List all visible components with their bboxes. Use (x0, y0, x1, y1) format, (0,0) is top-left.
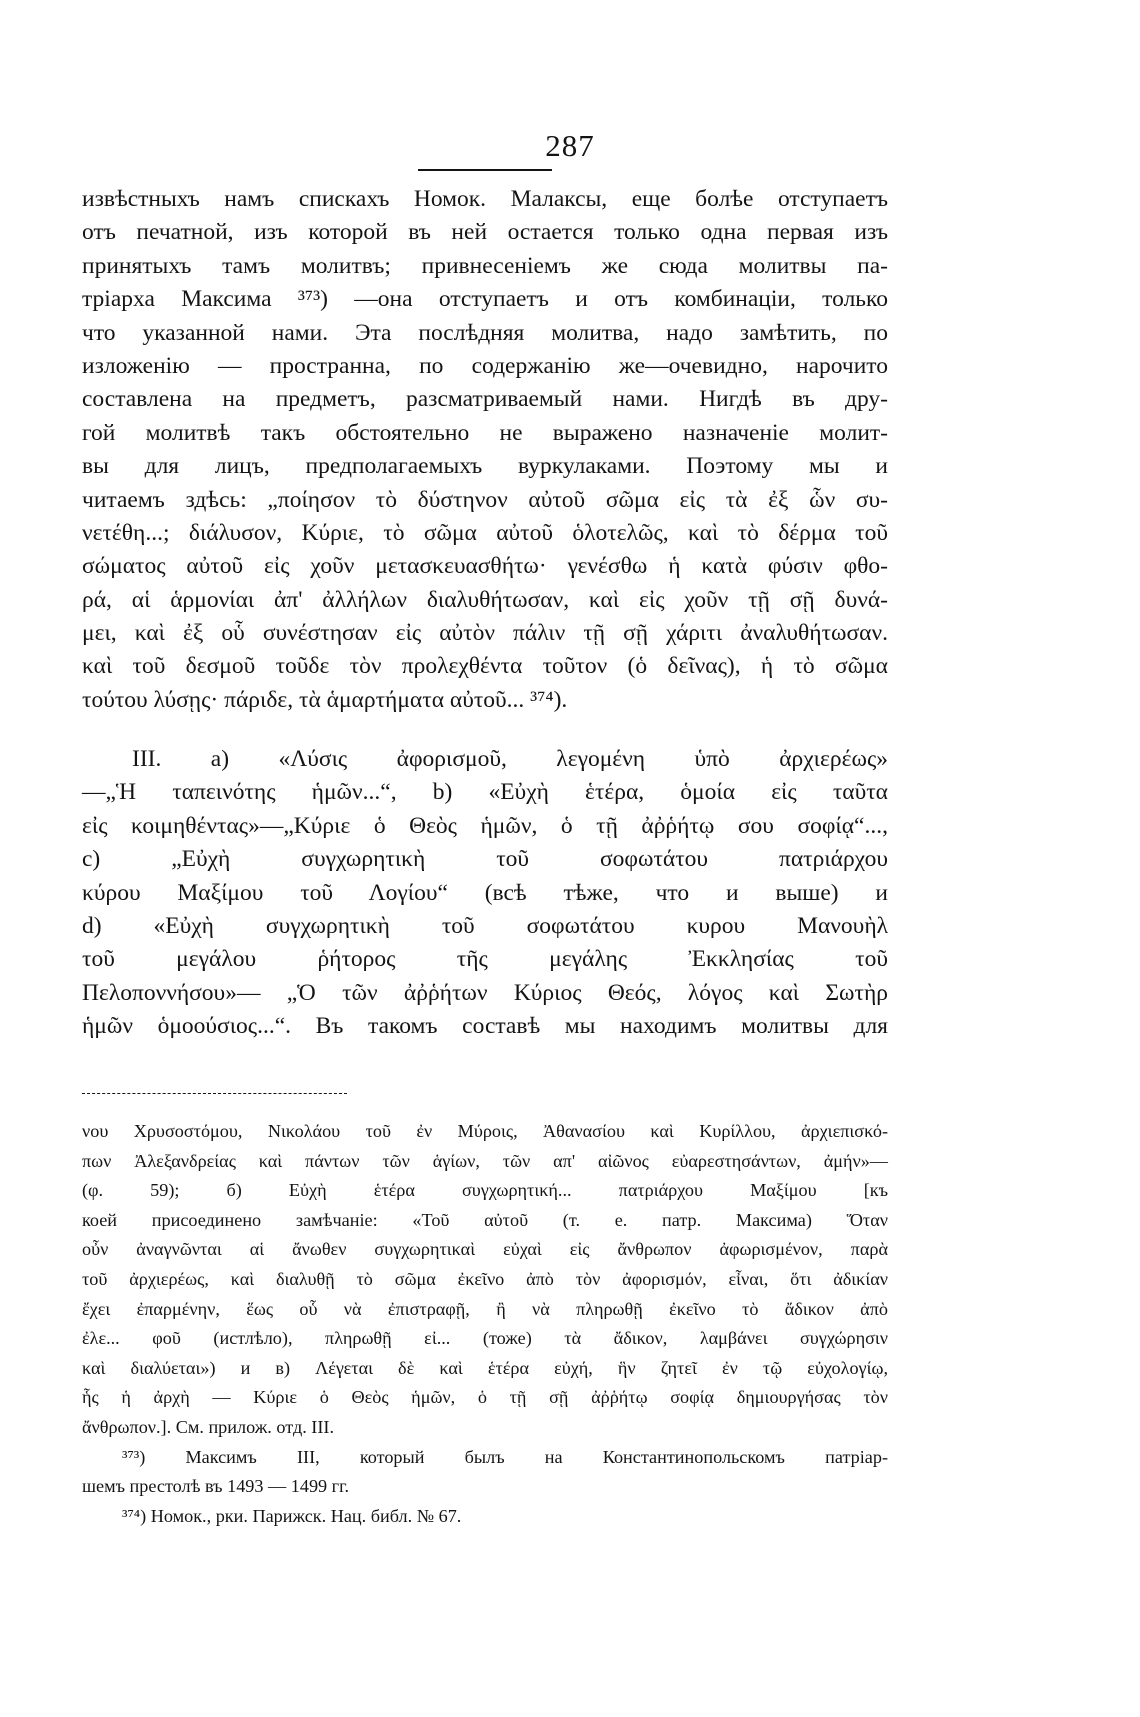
main-paragraph (82, 183, 888, 717)
text-line: τούτου λύσῃς· πάριδε, τὰ ἁμαρτήματα αὐτοῦ... ³⁷⁴). (82, 686, 568, 713)
text-line: читаемъ здѣсь: „ποίησον τὸ δύστηνον αὐτοῦ σῶμα εἰς τὰ ἐξ ὧν συ- (82, 486, 888, 513)
footnote-line: ἐλε... φοῦ (истлѣло), πληρωθῇ εἰ... (тоже) τὰ ἄδικον, λαμβάνει συγχώρησιν (82, 1328, 888, 1349)
footnote-line: коей присоединено замѣчаніе: «Τοῦ αὐτοῦ (т. е. патр. Максима) Ὅταν (82, 1209, 888, 1230)
text-line: отъ печатной, изъ которой въ ней остается только одна первая изъ (82, 219, 888, 246)
text-line: принятыхъ тамъ молитвъ; привнесеніемъ же сюда молитвы па- (82, 252, 888, 279)
text-line: κύρου Μαξίμου τοῦ Λογίου“ (всѣ тѣже, что и выше) и (82, 879, 888, 906)
section-iii-heading-line: III. a) «Λύσις ἀφορισμοῦ, λεγομένη ὑπὸ ἀρχιερέως» (132, 746, 888, 772)
text-line: εἰς κοιμηθέντας»—„Κύριε ὁ Θεὸς ἡμῶν, ὁ τῇ ἀῤῥήτῳ σου σοφίᾳ“..., (82, 812, 888, 839)
text-line: Πελοποννήσου»— „Ὁ τῶν ἀῤῥήτων Κύριος Θεός, λόγος καὶ Σωτὴρ (82, 979, 888, 1006)
text-line: что указанной нами. Эта послѣдняя молитва, надо замѣтить, по (82, 319, 888, 346)
text-line: ρά, αἱ ἁρμονίαι ἀπ' ἀλλήλων διαλυθήτωσαν, καὶ εἰς χοῦν τῇ σῇ δυνά- (82, 586, 888, 613)
footnotes (82, 1117, 888, 1531)
text-line: τοῦ μεγάλου ῥήτορος τῆς μεγάλης Ἐκκλησίας τοῦ (82, 946, 888, 973)
footnote-line: οὖν ἀναγνῶνται αἱ ἄνωθεν συγχωρητικαὶ εὐχαὶ εἰς ἄνθρωπον ἀφωρισμένον, παρὰ (82, 1239, 888, 1260)
text-line: σώματος αὐτοῦ εἰς χοῦν μετασκευασθήτω· γενέσθω ἡ κατὰ φύσιν φθο- (82, 553, 888, 580)
page-number: 287 (545, 128, 595, 163)
section-iii-paragraph (82, 743, 888, 1044)
text-line: —„Ἡ ταπεινότης ἡμῶν...“, b) «Εὐχὴ ἑτέρα, ὁμοία εἰς ταῦτα (82, 779, 888, 806)
text-line: ἡμῶν ὁμοούσιος...“. Въ такомъ составѣ мы находимъ молитвы для (82, 1013, 888, 1040)
footnote-373-line: ³⁷³) Максимъ III, который былъ на Константинопольскомъ патріар- (122, 1446, 888, 1467)
footnote-line: ἧς ἡ ἀρχὴ — Κύριε ὁ Θεὸς ἡμῶν, ὁ τῇ σῇ ἀῤῥήτῳ σοφίᾳ δημιουργήσας τὸν (82, 1387, 888, 1408)
footnote-line: ἄνθρωπον.]. См. прилож. отд. III. (82, 1416, 335, 1437)
footnote-line: τοῦ ἀρχιερέως, καὶ διαλυθῇ τὸ σῶμα ἐκεῖνο ἀπὸ τὸν ἀφορισμόν, εἶναι, ὅτι ἀδικίαν (82, 1268, 888, 1289)
text-line: νετέθη...; διάλυσον, Κύριε, τὸ σῶμα αὐτοῦ ὁλοτελῶς, καὶ τὸ δέρμα τοῦ (82, 519, 888, 546)
footnote-374: ³⁷⁴) Номок., рки. Парижск. Нац. библ. № 67. (122, 1505, 462, 1526)
text-line: гой молитвѣ такъ обстоятельно не выражено назначеніе молит- (82, 419, 888, 446)
page-number-rule (418, 169, 552, 171)
text-line: составлена на предметъ, разсматриваемый нами. Нигдѣ въ дру- (82, 386, 888, 413)
footnote-line: καὶ διαλύεται») и в) Λέγεται δὲ καὶ ἑτέρα εὐχή, ἣν ζητεῖ ἐν τῷ εὐχολογίῳ, (82, 1357, 888, 1378)
footnote-373-line: шемъ престолѣ въ 1493 — 1499 гг. (82, 1476, 350, 1497)
text-line: καὶ τοῦ δεσμοῦ τοῦδε τὸν προλεχθέντα τοῦτον (ὁ δεῖνας), ἡ τὸ σῶμα (82, 653, 888, 680)
footnote-line: ἔχει ἐπαρμένην, ἕως οὗ νὰ ἐπιστραφῇ, ἢ νὰ πληρωθῇ ἐκεῖνο τὸ ἄδικον ἀπὸ (82, 1298, 888, 1319)
text-line: вы для лицъ, предполагаемыхъ вуркулаками. Поэтому мы и (82, 453, 888, 480)
text-line: извѣстныхъ намъ спискахъ Номок. Малаксы, еще болѣе отступаетъ (82, 186, 888, 212)
text-line: c) „Εὐχὴ συγχωρητικὴ τοῦ σοφωτάτου πατριάρχου (82, 846, 888, 873)
footnote-separator (82, 1093, 347, 1094)
footnote-line: νου Χρυσοστόμου, Νικολάου τοῦ ἐν Μύροις, Ἀθανασίου καὶ Κυρίλλου, ἀρχιεπισκό- (82, 1121, 888, 1141)
text-line: μει, καὶ ἐξ οὗ συνέστησαν εἰς αὐτὸν πάλιν τῇ σῇ χάριτι ἀναλυθήτωσαν. (82, 620, 888, 647)
footnote-line: πων Ἀλεξανδρείας καὶ πάντων τῶν ἁγίων, τῶν απ' αἰῶνος εὐαρεστησάντων, ἀμήν»— (82, 1150, 888, 1171)
text-line: d) «Εὐχὴ συγχωρητικὴ τοῦ σοφωτάτου κυρου Μανουὴλ (82, 912, 888, 939)
footnote-line: (φ. 59); б) Εὐχὴ ἑτέρα συγχωρητική... πατριάρχου Μαξίμου [къ (82, 1180, 888, 1201)
text-line: изложенію — пространна, по содержанію же—очевидно, нарочито (82, 352, 888, 379)
text-line: тріарха Максима ³⁷³) —она отступаетъ и отъ комбинаціи, только (82, 286, 888, 313)
